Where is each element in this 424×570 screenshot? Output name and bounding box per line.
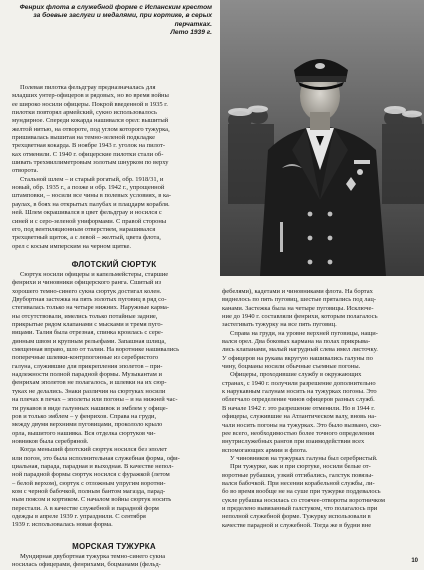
text-line: бо во время вообще не на суше при тужурке поддевалось [222,488,381,496]
text-line: виднелось по пять пуговиц, шестые прятались под лац- [222,296,377,304]
text-line: одежды в апреле 1939 г. упразднили. С сентября [12,512,146,520]
text-line: мундирное. Спереди кокарда нашивался орел: вышитый [12,117,169,125]
text-line: младших унтер-офицеров и рядовых, но во время войны [12,92,169,100]
text-line: В начале 1942 г. это разрешение отменили. Но в 1944 г. [222,404,375,412]
text-line: ны отсутствовали, имелись только потайные задние, [12,312,158,320]
text-line: застегивать тужурку на все пять пуговиц. [222,321,337,329]
text-line: неполной служебной форме. Тужурку использовали в [222,513,371,521]
text-line: вался орел. Два боковых кармана на полах прикрыва- [222,338,371,346]
text-line: прикрытые рядом клапанами с мысками и тремя пуго- [12,321,163,329]
caption-line: перчатках. [174,20,212,28]
text-line: ние до 1940 г. составляли фенрихи, которым полагалось [222,313,378,321]
text-line: воротные рубашки, узкий отгибались, галстук повязы- [222,471,374,479]
text-line: ком с черной бабочкой, полным бантом магазда, парад- [12,487,166,495]
text-line: штамповки, – носили все чины в полевых условиях, в ка- [12,192,172,200]
photo-caption [12,4,212,38]
text-line: к нарукавным галунам носить на тужурках погоны. Это [222,388,377,396]
text-line: вспомогающих армии и флота. [222,446,308,454]
text-line: При тужурке, как и при сюртуке, носили белые от- [230,463,371,471]
text-line: вицами. Талия была отрезная, спинка кроилась с сере- [12,329,164,337]
text-line: орла, вышитого нашивка. Вся отделка сюртуков чи- [12,429,156,437]
text-line: вался бабочкой. При несении корабельной службы, ли- [222,479,375,487]
text-line: надлежности полной парадной формы. Музыкантам и [12,371,162,379]
text-line: – белой верхом), сюртук с отложным упругим воротни- [12,479,166,487]
article-column-right [222,288,424,530]
text-line: отворота. [12,167,39,175]
text-line: ти рукавов в виде галунных нашивок и эмблем у офице- [12,404,168,412]
text-line: циальная, парада, парадная и выходная. В качестве непол- [12,462,174,470]
text-line: ее широко носили офицеры. Покрой введенной в 1935 г. [12,100,168,108]
article-column-left-middle [12,271,216,530]
text-line: У чиновников на тужурках галуны был серебристый. [230,454,378,462]
text-line: ным поясом и кортиком. С началом войны сюртук носить [12,496,172,504]
text-line: 1939 г. использовалась новая форма. [12,521,113,529]
text-line: пилотки повторял армейский, сукно использовалось [12,109,157,117]
text-line: трехцветный щиток, а с левой – желтый, цвета флота, [12,234,161,242]
text-line: или погон, это была исполнительная служебная форма, офи- [12,454,180,462]
text-line: стегивалась только на четыре нижних. Наружные карма- [12,304,170,312]
text-line: ной парадной формы сюртук носился с фуражкой (летом [12,471,170,479]
text-line: поперечные шлевки-контрпогонные из серебристого [12,354,159,362]
text-line: фенрихам эполетов не полагалось, и шлевки на их сюр- [12,379,167,387]
section-heading-tuzhurka: МОРСКАЯ ТУЖУРКА [72,542,156,551]
text-line: между двумя верхними пуговицами, прокололо крыло [12,421,163,429]
text-line: Когда меньший флотский сюртук носился без эполет [20,446,167,454]
text-line: ров и только эмблем – у фенрихов. Справа на груди, [12,412,157,420]
text-line: лись клапанами, малый нагрудный слева имел листочку. [222,346,378,354]
text-line: странах, с 1940 г. получили разрешение дополнительно [222,379,376,387]
text-line: раулах, в боях на открытых палубах и плацдарм корабля. [12,200,170,208]
text-line: чали носить погоны на тужурках. Это было вызвано, ско- [222,421,382,429]
article-column-left-bottom [12,553,216,570]
text-line: Офицеры, проходившие службу в окружающих [230,371,362,379]
text-line: Стальной шлем – и старый рогатый, обр. 1918/31, и [20,175,164,183]
officer-photo [220,0,424,276]
officer-photo-image [220,0,424,276]
text-line: галуна, служившие для прикрепления эполетов – при- [12,362,163,370]
text-line: и пределено вывязанный галстуком, что полагалось при [222,504,378,512]
text-line: ней. Шлем окрашивался в цвет фельдграу и носился с [12,209,162,217]
text-line: Полевая пилотка фельдграу предназначалась для [20,84,156,91]
article-column-left-top [12,84,216,251]
text-line: фенрихи и чиновники офицерского ранга. Сшитый из [12,279,162,287]
text-line: хорошего темно-синего сукна сюртук достигал колен. [12,287,162,295]
text-line: смещенная вправо, шло от талии. На воротнике нашивались [12,346,180,354]
text-line: трехцветная кокарда. В ноябре 1943 г. уголок на пилот- [12,142,166,150]
page-number: 10 [411,558,418,564]
text-line: Сюртук носили офицеры и капельмейстеры, старшие [20,271,169,278]
text-line: на плечах в печах – эполеты или погоны – и на нижней час- [12,396,178,404]
text-line: новый, обр. 1935 г., а позже и обр. 1942 г., упрощенной [12,184,165,192]
text-line: канами. Застежка была на четыре пуговицы. Исключе- [222,304,374,312]
text-line: чину, боцманы носили обычные съемные погоны. [222,363,361,371]
text-line: облегчало определение чинов офицеров разных служб. [222,396,375,404]
section-heading-surtuk: ФЛОТСКИЙ СЮРТУК [71,260,157,269]
text-line: новников была серебряной. [12,437,89,445]
text-line: туках не делались. Знаки различия на сюртуках носили [12,387,166,395]
text-line: носилась офицерами, фенрихами, боцманами (фельд- [12,561,161,569]
text-line: динным швом и крупным рельефами. Запашная шлица, [12,337,166,345]
text-line: Двубортная застежка на пять золотых пуговиц в ряд со- [12,296,167,304]
text-line: офицеры, служившие на Атлантическом валу, вновь на- [222,413,377,421]
caption-line: Фенрих флота в служебной форме с Испанским крестом [19,4,212,11]
text-line: Мундирная двубортная тужурка темно-синего сукна [20,553,166,560]
caption-line: за боевые заслуги и медалями, при кортике, в серых [33,12,212,20]
text-line: качестве парадной и служебной. Тогда же в будни вне [222,521,372,529]
text-line: пришивалась вышитая на темно-зеленой подкладке [12,134,156,142]
text-line: ках отменили. С 1940 г. офицерские пилотки стали об- [12,150,164,158]
text-line: сукле рубашка носилась со стоячее-отвороты воротничком [222,496,385,504]
text-line: его, под вентиляционным отверстием, нарашивался [12,225,156,233]
text-line: Справа на груди, на уровне верхней пуговицы, нащи- [230,329,378,337]
text-line: перестали. А в качестве служебной и парадной форм [12,504,159,512]
text-line: рее всего, необходимостью более точного определения [222,429,375,437]
caption-line: Лето 1939 г. [170,29,212,37]
text-line: внутрислужебных рангов при взаимодействии всех [222,438,365,446]
text-line: фебелями), кадетами и чиновниками флота. На бортах [222,288,373,295]
text-line: шивать трехмиллиметровым золотым шнурком по верху [12,159,169,167]
text-line: желтой нитью, на отвороте, под углом которого тужурка, [12,125,170,133]
text-line: синей и с серо-зеленой униформами. С правой стороны [12,217,167,225]
text-line: орел с косым имперским на черном щитке. [12,242,132,250]
text-line: У офицеров на рукава вкругую нашивались галуны по [222,354,373,362]
